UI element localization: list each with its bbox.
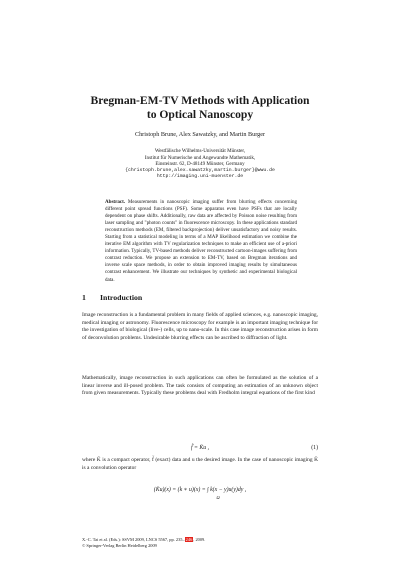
paragraph-1: Image reconstruction is a fundamental problem in many fields of applied sciences, e.g. nanoscopic imaging, medical imaging or astronomy. Fluorescence microscopy for example is an important imaging technique for the investigation of biological (live-) cells, up to nano-scale. In this case image reconstruction arises in form of deconvolution problems. Undesirable blurring effects can be ascribed to diffraction of light. <box>82 312 318 341</box>
url-line[interactable]: http://imaging.uni-muenster.de <box>156 174 244 180</box>
equation-2-body <box>82 487 318 493</box>
equation-2-tail: k(x − y)u(y)dy , <box>210 487 247 493</box>
authors: Christoph Brune, Alex Sawatzky, and Martin Burger <box>134 131 266 138</box>
page-range-end[interactable]: 246 <box>185 537 193 542</box>
section-number: 1 <box>82 293 86 302</box>
copyright-line: © Springer-Verlag Berlin Heidelberg 2009 <box>82 543 157 549</box>
affiliation-line: Westfälische Wilhelms-Universität Münster, <box>154 148 246 154</box>
citation-text: X.-C. Tai et al. (Eds.): SSVM 2009, LNCS 5567, pp. 235– <box>82 537 185 542</box>
section-heading <box>82 293 142 302</box>
paper-title-line-2: to Optical Nanoscopy <box>146 108 254 121</box>
equation-2-limit: Ω <box>216 495 220 500</box>
email-line[interactable]: {christoph.brune,alex.sawatzky,martin.burger}@wwu.de <box>125 167 275 173</box>
equation-1-body: f̃ = K̄u , <box>190 445 210 451</box>
equation-2-lhs: (K̄u)(x) = (k ∗ u)(x) = ∫ <box>153 487 209 493</box>
paper-title-line-1: Bregman-EM-TV Methods with Application <box>90 94 310 107</box>
affiliation <box>0 148 400 181</box>
citation-year: , 2009. <box>193 537 206 542</box>
abstract-label: Abstract. <box>105 199 126 205</box>
paragraph-2: Mathematically, image reconstruction in such applications can often be formulated as the solution of a linear inverse and ill-posed problem. The task consists of computing an estimation of an unknown object from given measurements. Typically these problems deal with Fredholm integral equations of the first kind <box>82 375 318 397</box>
section-title: Introduction <box>99 293 143 302</box>
abstract-text: Measurements in nanoscopic imaging suffer from blurring effects concerning different point spread functions (PSF). Some apparatus even have PSFs that are locally dependent on phase shifts. Additionally, raw data are affected by Poisson noise resulting from laser sampling and "photon counts" in fluorescence microscopy. In these applications standard reconstruction methods (EM, filtered backprojection) deliver unsatisfactory and noisy results. Starting from a statistical modeling in terms of a MAP likelihood estimation we combine the iterative EM algorithm with TV regularization techniques to make an efficient use of a-priori information. Typically, TV-based methods deliver reconstructed cartoon-images suffering from contrast reduction. We propose an extension to EM-TV, based on Bregman iterations and inverse scale space methods, in order to obtain improved imaging results by simultaneous contrast enhancement. We illustrate our techniques by synthetic and experimental biological data. <box>105 199 297 283</box>
equation-1-tag: (1) <box>311 445 318 451</box>
affiliation-line: Einsteinstr. 62, D-48149 Münster, Germany <box>155 161 245 168</box>
footer <box>82 537 322 549</box>
abstract <box>105 199 297 284</box>
affiliation-line: Institut für Numerische und Angewandte Mathematik, <box>144 154 256 161</box>
paragraph-3: where K̄ is a compact operator, f̃ (exact) data and u the desired image. In the case of nanoscopic imaging K̄ is a convolution operator <box>82 457 318 471</box>
